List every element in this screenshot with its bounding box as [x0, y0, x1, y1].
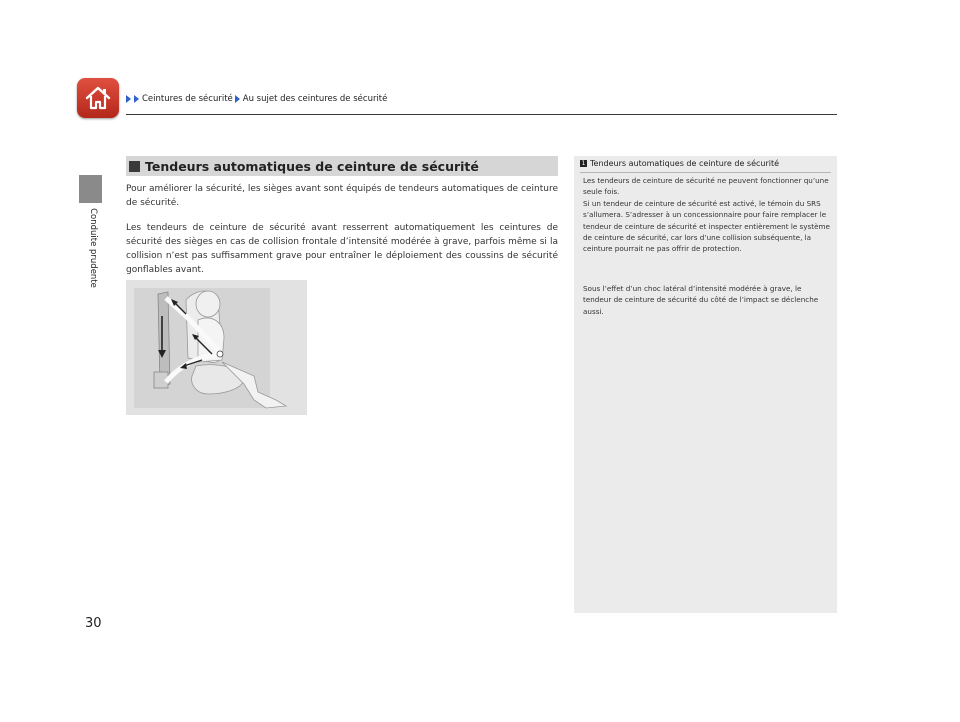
notes-divider [580, 172, 831, 173]
section-heading-bar [126, 156, 558, 176]
home-button[interactable] [77, 78, 119, 118]
chevron-right-icon [134, 95, 139, 103]
breadcrumb-item-au-sujet[interactable]: Au sujet des ceintures de sécurité [242, 94, 388, 104]
note-paragraph-2: Si un tendeur de ceinture de sécurité est activé, le témoin du SRS s’allumera. S’adresser à un concessionnaire pour faire remplacer le tendeur de ceinture de sécurité et inspecter entièrement le système de ceinture de sécurité, car lors d’une collision subséquente, la ceinture pourrait ne pas offrir de protection. [583, 199, 830, 254]
seatbelt-illustration-svg [126, 280, 307, 415]
note-paragraph-1: Les tendeurs de ceinture de sécurité ne peuvent fonctionner qu’une seule fois. [583, 176, 829, 197]
chevron-right-icon [235, 95, 240, 103]
note-reference-icon: 1 [581, 160, 586, 167]
note-paragraph-3: Sous l’effet d’un choc latéral d’intensité modérée à grave, le tendeur de ceinture de sécurité du côté de l’impact se déclenche aussi. [583, 284, 819, 316]
notes-title: Tendeurs automatiques de ceinture de sécurité [590, 159, 780, 168]
chapter-tab-marker [79, 175, 102, 203]
page-number: 30 [85, 616, 102, 631]
breadcrumb [126, 94, 387, 104]
notes-heading [580, 159, 779, 168]
chapter-label: Conduite prudente [88, 208, 98, 288]
seatbelt-pretensioner-illustration [126, 280, 307, 415]
chevron-right-icon [126, 95, 131, 103]
section-title: Tendeurs automatiques de ceinture de sécurité [145, 158, 479, 174]
body-paragraph-1: Pour améliorer la sécurité, les sièges avant sont équipés de tendeurs automatiques de ceinture de sécurité. [126, 184, 558, 208]
body-paragraph-2: Les tendeurs de ceinture de sécurité avant resserrent automatiquement les ceintures de sécurité des sièges en cas de collision frontale d’intensité modérée à grave, parfois même si la collision n’est pas suffisamment grave pour entraîner le déploiement des coussins de sécurité gonflables avant. [126, 223, 558, 275]
breadcrumb-item-ceintures[interactable]: Ceintures de sécurité [142, 94, 233, 104]
side-notes-panel [574, 156, 837, 613]
home-icon [84, 85, 112, 111]
header-divider [126, 114, 837, 115]
section-square-icon [129, 161, 140, 172]
